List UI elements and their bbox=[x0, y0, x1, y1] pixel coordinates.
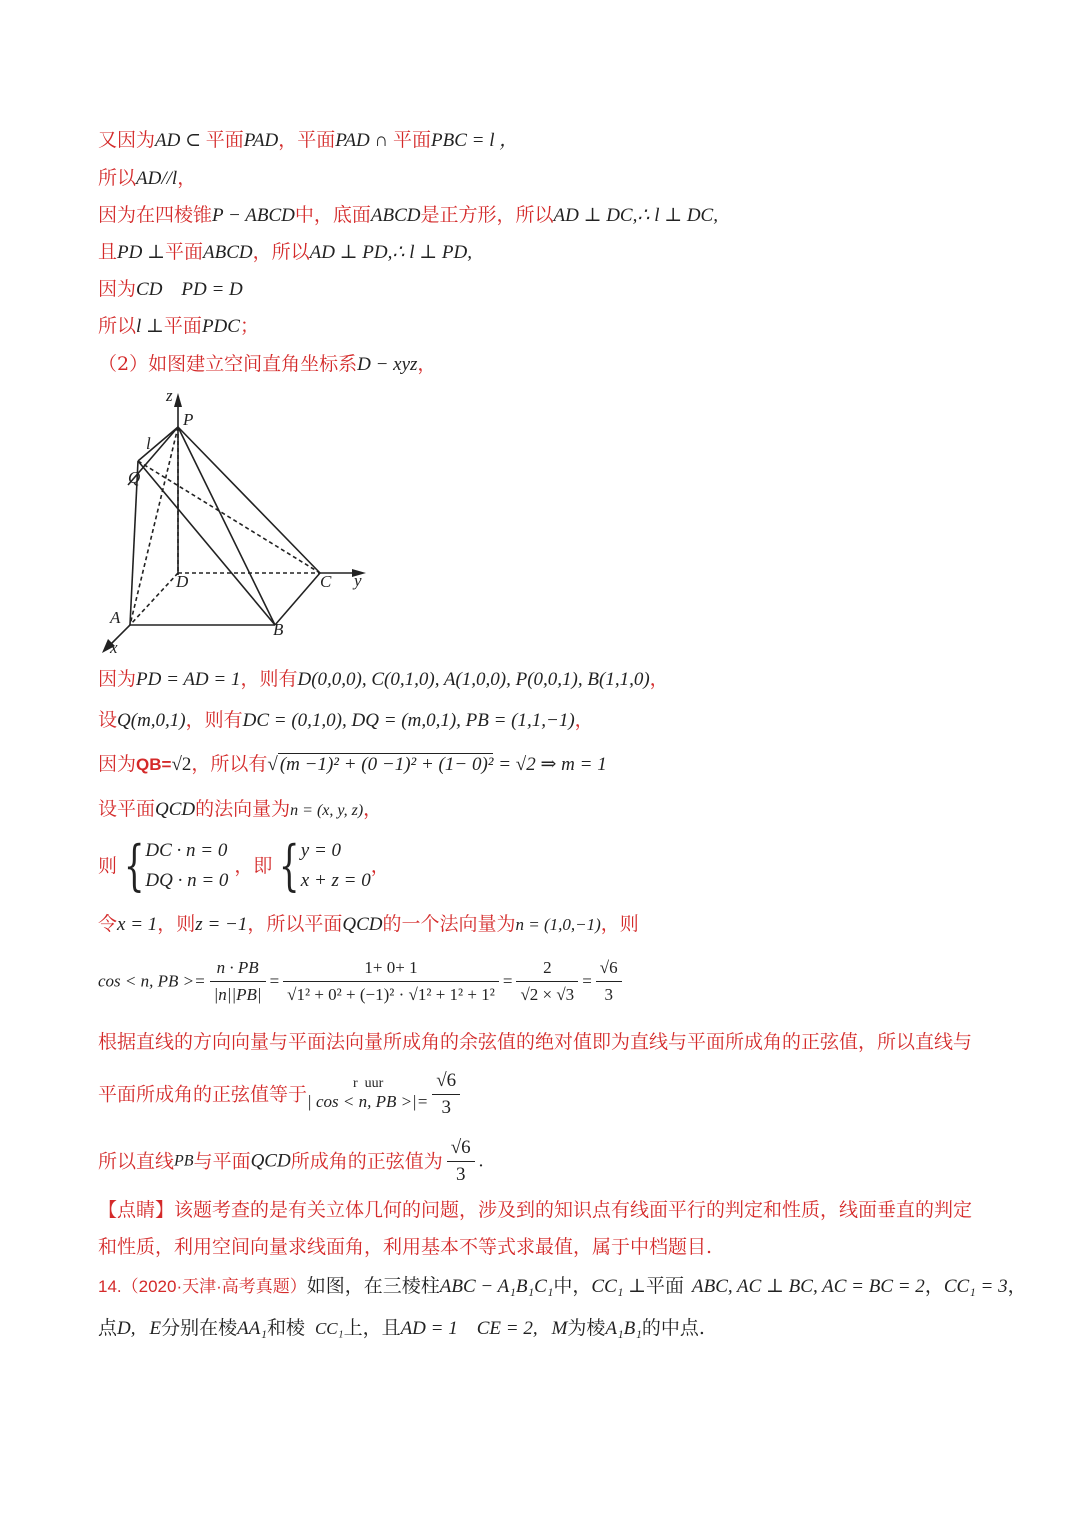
math: PBC bbox=[431, 130, 467, 151]
line-8 bbox=[98, 667, 669, 692]
text: 所成角的正弦值为 bbox=[290, 1150, 443, 1173]
math: cos < n, PB >= bbox=[98, 971, 206, 991]
math: | cos < n, PB >|= bbox=[307, 1091, 429, 1111]
fraction bbox=[210, 955, 266, 1008]
text: 的法向量为 bbox=[195, 798, 291, 820]
math: AD ⊥ PD,∴ l ⊥ PD, bbox=[309, 242, 472, 263]
line-4 bbox=[98, 240, 472, 265]
math: n = (1,0,−1) bbox=[515, 915, 601, 934]
line-7 bbox=[98, 352, 436, 377]
line-17 bbox=[98, 1135, 483, 1188]
text: ， bbox=[1007, 1275, 1027, 1297]
label-B: B bbox=[273, 620, 284, 639]
text: 因为 bbox=[98, 668, 137, 690]
line-16 bbox=[98, 1068, 464, 1121]
fraction bbox=[596, 955, 622, 1008]
equation: x + z = 0 bbox=[300, 870, 371, 891]
math: = bbox=[269, 971, 280, 991]
math: QCD bbox=[342, 914, 383, 935]
math: CC₁ ⊥ bbox=[591, 1276, 646, 1297]
line-12 bbox=[98, 836, 390, 896]
math: AD bbox=[155, 130, 181, 151]
system-2 bbox=[301, 836, 371, 896]
line-15 bbox=[98, 1030, 972, 1054]
equation: DC · n = 0 bbox=[145, 840, 228, 861]
text: 因为 bbox=[98, 753, 137, 775]
math: ABC − A₁B₁C₁ bbox=[439, 1276, 554, 1297]
vector-expression bbox=[307, 1075, 428, 1115]
text: ，所以平面 bbox=[247, 913, 343, 935]
denominator: 3 bbox=[441, 1097, 451, 1118]
pyramid-figure bbox=[90, 385, 390, 665]
line-11 bbox=[98, 797, 382, 823]
text: 平面 bbox=[164, 241, 203, 263]
numerator: 1+ 0+ 1 bbox=[283, 955, 499, 982]
math: AD = 1 CE = 2, bbox=[400, 1318, 538, 1339]
text: 与平面 bbox=[193, 1150, 251, 1173]
text: 则 bbox=[98, 855, 118, 877]
label-z: z bbox=[166, 386, 173, 405]
text: 平面 bbox=[205, 129, 244, 151]
text: 根据直线的方向向量与平面法向量所成角的余弦值的绝对值即为直线与平面所成角的正弦值，所以直线与 bbox=[98, 1031, 973, 1053]
text: 点 bbox=[98, 1317, 118, 1339]
label-P: P bbox=[183, 410, 194, 429]
system-1 bbox=[145, 836, 228, 896]
math: x = 1 bbox=[117, 914, 158, 935]
math: D, bbox=[117, 1318, 136, 1339]
math: l ⊥ bbox=[136, 316, 164, 337]
math: PAD bbox=[335, 130, 370, 151]
numerator: n · PB bbox=[210, 955, 266, 982]
brace: { bbox=[279, 834, 300, 897]
numerator: √6 bbox=[447, 1135, 475, 1162]
math: ABCD bbox=[202, 242, 253, 263]
line-6 bbox=[98, 314, 259, 339]
text: 设平面 bbox=[98, 798, 156, 820]
text: ， bbox=[177, 167, 197, 189]
math: DC = (0,1,0), DQ = (m,0,1), PB = (1,1,−1) bbox=[242, 710, 575, 731]
line-2 bbox=[98, 166, 196, 191]
math: z = −1 bbox=[195, 914, 248, 935]
text: ， bbox=[574, 709, 594, 731]
text: ，即 bbox=[234, 855, 273, 877]
text: ， bbox=[363, 798, 383, 820]
fraction bbox=[516, 955, 578, 1008]
edge-BC bbox=[275, 573, 320, 625]
text: 的中点. bbox=[641, 1317, 705, 1339]
line-20 bbox=[98, 1274, 1027, 1299]
equation: DQ · n = 0 bbox=[145, 870, 229, 891]
text: ，所以有 bbox=[191, 753, 268, 775]
math: ∩ bbox=[369, 130, 393, 151]
line-13 bbox=[98, 912, 639, 937]
edge-PQ bbox=[138, 427, 178, 461]
line-21 bbox=[98, 1316, 705, 1341]
numerator: 2 bbox=[516, 955, 578, 982]
math: M bbox=[551, 1318, 568, 1339]
text: ，平面 bbox=[278, 129, 336, 151]
text: 如图，在三棱柱 bbox=[306, 1275, 440, 1297]
line-18 bbox=[98, 1198, 972, 1222]
text: 平面 bbox=[393, 129, 432, 151]
text: 平面 bbox=[645, 1275, 684, 1297]
math: CC₁ = 3 bbox=[943, 1276, 1008, 1297]
math: PD = AD = 1 bbox=[136, 669, 241, 690]
text: ，则有 bbox=[185, 709, 243, 731]
edge-PA bbox=[130, 427, 178, 625]
math: QCD bbox=[155, 799, 196, 820]
brace: { bbox=[123, 834, 145, 897]
label-y: y bbox=[354, 571, 362, 590]
math: = bbox=[502, 971, 513, 991]
math: A₁B₁ bbox=[605, 1318, 642, 1339]
fraction bbox=[432, 1068, 460, 1121]
text: ， bbox=[649, 668, 669, 690]
math: ⊂ bbox=[180, 130, 206, 151]
math: = bbox=[582, 971, 592, 991]
denominator: √2 × √3 bbox=[520, 985, 575, 1004]
line-3 bbox=[98, 203, 718, 228]
text: 和性质，利用空间向量求线面角，利用基本不等式求最值，属于中档题目. bbox=[98, 1236, 713, 1258]
text: ，所以 bbox=[252, 241, 310, 263]
math: CD PD = D bbox=[136, 279, 243, 300]
math: D − xyz bbox=[357, 354, 418, 375]
line-10 bbox=[98, 752, 607, 777]
math: AD ⊥ DC,∴ l ⊥ DC, bbox=[553, 205, 718, 226]
text: 所以 bbox=[98, 315, 137, 337]
problem-source: 14.（2020·天津·高考真题） bbox=[98, 1277, 307, 1296]
text: 平面 bbox=[163, 315, 202, 337]
text: 的一个法向量为 bbox=[382, 913, 516, 935]
text: 因为 bbox=[98, 278, 137, 300]
math: = √2 ⇒ m = 1 bbox=[493, 754, 607, 775]
fraction bbox=[283, 955, 499, 1008]
math: QCD bbox=[250, 1150, 291, 1172]
math: ABCD bbox=[370, 205, 421, 226]
line-5 bbox=[98, 277, 243, 302]
denominator: 3 bbox=[604, 985, 613, 1004]
line-14 bbox=[98, 955, 626, 1008]
math: . bbox=[478, 1150, 484, 1172]
math: CC₁ bbox=[314, 1319, 344, 1338]
label-l: l bbox=[146, 434, 151, 453]
equation: y = 0 bbox=[300, 840, 342, 861]
text-QB: QB= bbox=[136, 755, 172, 774]
denominator: √1² + 0² + (−1)² · √1² + 1² + 1² bbox=[287, 985, 495, 1004]
text: 中， bbox=[553, 1275, 592, 1297]
label-D: D bbox=[176, 572, 189, 591]
math: n = (x, y, z) bbox=[290, 802, 364, 819]
edge-PC bbox=[178, 427, 320, 573]
text: 分别在棱 bbox=[161, 1317, 238, 1339]
text: （2）如图建立空间直角坐标系 bbox=[98, 353, 358, 375]
label-C: C bbox=[320, 572, 332, 591]
vector-arrows: r uur bbox=[353, 1075, 384, 1091]
line-19 bbox=[98, 1235, 712, 1259]
line-9 bbox=[98, 708, 594, 733]
math: PB bbox=[174, 1152, 194, 1170]
text: 平面所成角的正弦值等于 bbox=[98, 1083, 308, 1106]
math: Q(m,0,1) bbox=[117, 710, 186, 731]
text: ，则 bbox=[157, 913, 196, 935]
math: PAD bbox=[243, 130, 279, 151]
numerator: √6 bbox=[432, 1068, 460, 1095]
text: 和棱 bbox=[266, 1317, 305, 1339]
denominator: |n||PB| bbox=[213, 985, 262, 1004]
fraction bbox=[447, 1135, 475, 1188]
math: ABC, AC ⊥ BC, AC = BC = 2 bbox=[691, 1276, 925, 1297]
text: 且 bbox=[98, 241, 118, 263]
label-A: A bbox=[110, 608, 121, 627]
math: E bbox=[149, 1318, 162, 1339]
text: 【点睛】该题考查的是有关立体几何的问题，涉及到的知识点有线面平行的判定和性质，线面垂直的判定 bbox=[98, 1199, 973, 1221]
math: D(0,0,0), C(0,1,0), A(1,0,0), P(0,0,1), B(1,1,0) bbox=[297, 669, 650, 690]
math: AA₁ bbox=[237, 1318, 267, 1339]
text: 上，且 bbox=[343, 1317, 401, 1339]
text: ，则有 bbox=[240, 668, 298, 690]
label-Q: Q bbox=[128, 468, 141, 487]
math: AD//l bbox=[136, 168, 178, 189]
text: 中，底面 bbox=[294, 204, 371, 226]
text: ，则 bbox=[600, 913, 639, 935]
label-x: x bbox=[110, 638, 118, 657]
text: 为棱 bbox=[567, 1317, 606, 1339]
denominator: 3 bbox=[455, 1164, 466, 1185]
z-arrow bbox=[174, 393, 182, 407]
text: 设 bbox=[98, 709, 118, 731]
text: 又因为 bbox=[98, 129, 156, 151]
edge-DA bbox=[130, 573, 178, 625]
numerator: √6 bbox=[596, 955, 622, 982]
math-radicand: (m −1)² + (0 −1)² + (1− 0)² bbox=[279, 754, 494, 775]
math: PD ⊥ bbox=[117, 242, 165, 263]
math: P − ABCD bbox=[212, 205, 295, 226]
text: 是正方形，所以 bbox=[420, 204, 554, 226]
text: 因为在四棱锥 bbox=[98, 204, 213, 226]
line-1 bbox=[98, 128, 518, 153]
sqrt-sign: √ bbox=[267, 754, 278, 775]
text: ； bbox=[239, 315, 259, 337]
math: √2 bbox=[171, 754, 192, 775]
math: = l ， bbox=[466, 130, 519, 151]
text: ， bbox=[370, 855, 390, 877]
text: 所以 bbox=[98, 167, 137, 189]
math: PDC bbox=[201, 316, 240, 337]
text: 令 bbox=[98, 913, 118, 935]
text: ， bbox=[417, 353, 437, 375]
text: 所以直线 bbox=[98, 1150, 175, 1173]
text: ， bbox=[924, 1275, 944, 1297]
